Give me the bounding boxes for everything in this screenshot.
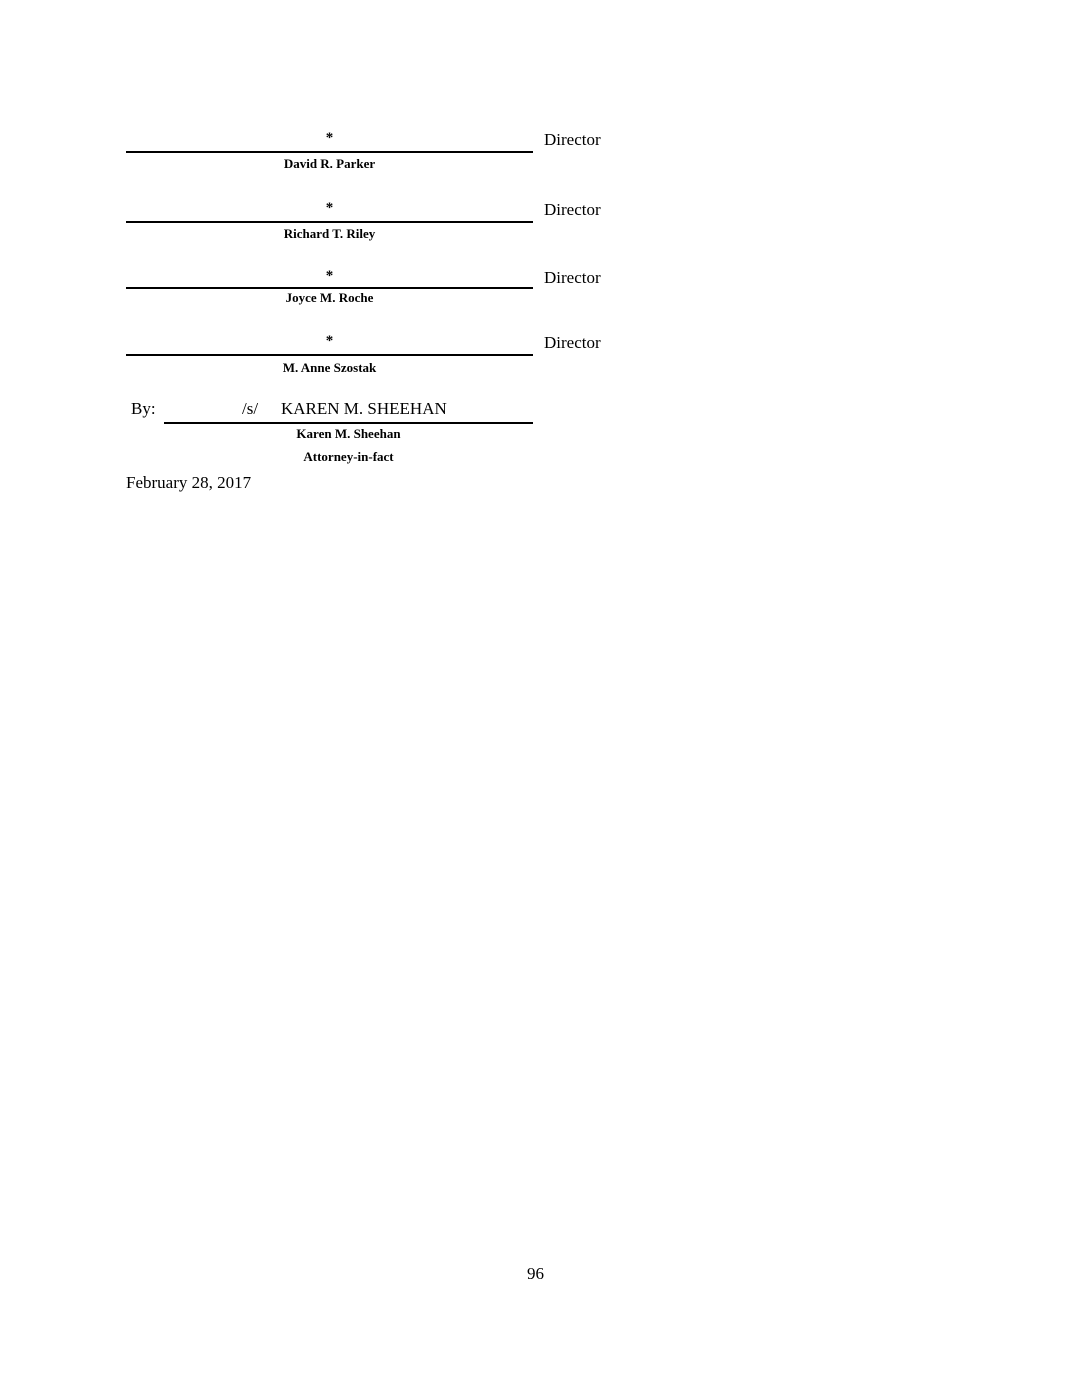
conformed-signature-name: KAREN M. SHEEHAN (281, 399, 447, 418)
signature-line (126, 151, 533, 153)
signatory-name: Richard T. Riley (283, 226, 376, 241)
signature-line (164, 422, 533, 424)
signatory-name: Joyce M. Roche (285, 290, 374, 305)
signatory-title: Director (544, 200, 601, 219)
conformed-signature-mark: /s/ (242, 399, 259, 418)
attorney-capacity: Attorney-in-fact (303, 449, 394, 464)
signature-mark: * (325, 333, 334, 349)
by-label: By: (131, 399, 156, 418)
signatory-title: Director (544, 268, 601, 287)
signature-mark: * (325, 130, 334, 146)
signatory-title: Director (544, 130, 601, 149)
signing-date: February 28, 2017 (126, 473, 252, 492)
signatory-title: Director (544, 333, 601, 352)
attorney-printed-name: Karen M. Sheehan (296, 426, 401, 441)
signature-mark: * (325, 200, 334, 216)
page-number: 96 (527, 1264, 544, 1283)
signature-line (126, 354, 533, 356)
signature-line (126, 287, 533, 289)
signatory-name: M. Anne Szostak (282, 360, 377, 375)
signature-line (126, 221, 533, 223)
signature-mark: * (325, 268, 334, 284)
signatory-name: David R. Parker (283, 156, 376, 171)
